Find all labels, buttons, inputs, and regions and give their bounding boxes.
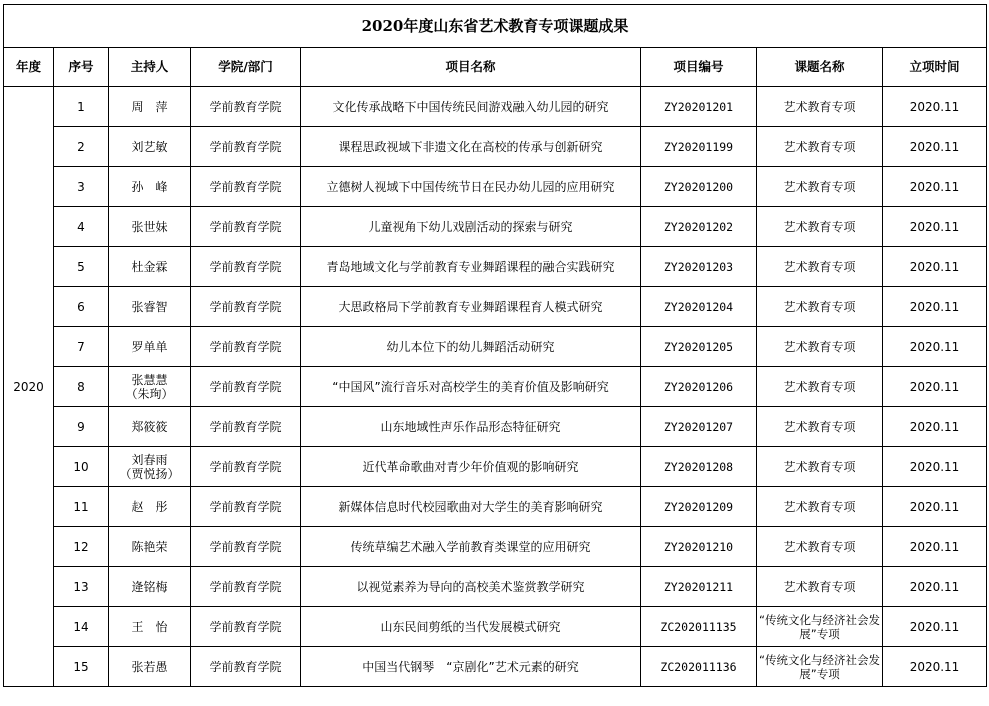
topic-name-cell: “传统文化与经济社会发展”专项 xyxy=(757,647,883,687)
department-cell: 学前教育学院 xyxy=(191,487,301,527)
topic-name-cell: 艺术教育专项 xyxy=(757,207,883,247)
table-row xyxy=(4,487,987,527)
project-name-cell: 传统草编艺术融入学前教育类课堂的应用研究 xyxy=(301,527,641,567)
table-row xyxy=(4,367,987,407)
department-cell: 学前教育学院 xyxy=(191,367,301,407)
table-row xyxy=(4,167,987,207)
topic-name-cell: 艺术教育专项 xyxy=(757,407,883,447)
row-number: 1 xyxy=(54,87,109,127)
host-cell xyxy=(109,527,191,567)
table-row xyxy=(4,527,987,567)
project-name-cell: 文化传承战略下中国传统民间游戏融入幼儿园的研究 xyxy=(301,87,641,127)
table-title: 2020年度山东省艺术教育专项课题成果 xyxy=(4,5,987,48)
approval-date-cell: 2020.11 xyxy=(883,207,987,247)
department-cell: 学前教育学院 xyxy=(191,567,301,607)
project-name-cell: 儿童视角下幼儿戏剧活动的探索与研究 xyxy=(301,207,641,247)
topic-name-cell: 艺术教育专项 xyxy=(757,87,883,127)
project-code-cell: ZY20201210 xyxy=(641,527,757,567)
header-approval-date: 立项时间 xyxy=(883,48,987,87)
project-code-cell: ZY20201204 xyxy=(641,287,757,327)
approval-date-cell: 2020.11 xyxy=(883,287,987,327)
host-name: 张慧慧 xyxy=(131,372,168,387)
department-cell: 学前教育学院 xyxy=(191,407,301,447)
topic-name-cell: 艺术教育专项 xyxy=(757,287,883,327)
host-name: 孙 峰 xyxy=(131,179,168,194)
project-name-cell: 山东地域性声乐作品形态特征研究 xyxy=(301,407,641,447)
topic-name-cell: “传统文化与经济社会发展”专项 xyxy=(757,607,883,647)
host-name: 郑筱筱 xyxy=(131,419,168,434)
project-name-cell: 大思政格局下学前教育专业舞蹈课程育人模式研究 xyxy=(301,287,641,327)
header-year: 年度 xyxy=(4,48,54,87)
host-name: 张若愚 xyxy=(131,659,168,674)
approval-date-cell: 2020.11 xyxy=(883,647,987,687)
host-name: 张世妹 xyxy=(131,219,168,234)
header-number: 序号 xyxy=(54,48,109,87)
host-cell xyxy=(109,87,191,127)
project-name-cell: 山东民间剪纸的当代发展模式研究 xyxy=(301,607,641,647)
host-name: 刘春雨 xyxy=(131,452,168,467)
department-cell: 学前教育学院 xyxy=(191,327,301,367)
host-cell xyxy=(109,407,191,447)
host-name: 赵 彤 xyxy=(131,499,168,514)
host-name: 王 怡 xyxy=(131,619,168,634)
department-cell: 学前教育学院 xyxy=(191,447,301,487)
row-number: 12 xyxy=(54,527,109,567)
host-name: 陈艳荣 xyxy=(131,539,168,554)
table-row xyxy=(4,327,987,367)
project-code-cell: ZY20201201 xyxy=(641,87,757,127)
department-cell: 学前教育学院 xyxy=(191,207,301,247)
topic-name-cell: 艺术教育专项 xyxy=(757,527,883,567)
project-code-cell: ZY20201199 xyxy=(641,127,757,167)
topic-name-cell: 艺术教育专项 xyxy=(757,567,883,607)
approval-date-cell: 2020.11 xyxy=(883,407,987,447)
host-cell xyxy=(109,127,191,167)
table-row xyxy=(4,447,987,487)
row-number: 3 xyxy=(54,167,109,207)
topic-name-cell: 艺术教育专项 xyxy=(757,487,883,527)
table-row xyxy=(4,207,987,247)
row-number: 8 xyxy=(54,367,109,407)
project-name-cell: 课程思政视域下非遗文化在高校的传承与创新研究 xyxy=(301,127,641,167)
host-name: 罗单单 xyxy=(131,339,168,354)
table-row xyxy=(4,127,987,167)
table-row xyxy=(4,407,987,447)
department-cell: 学前教育学院 xyxy=(191,127,301,167)
project-name-cell: 中国当代钢琴 “京剧化”艺术元素的研究 xyxy=(301,647,641,687)
approval-date-cell: 2020.11 xyxy=(883,167,987,207)
approval-date-cell: 2020.11 xyxy=(883,367,987,407)
table-row xyxy=(4,647,987,687)
approval-date-cell: 2020.11 xyxy=(883,327,987,367)
department-cell: 学前教育学院 xyxy=(191,247,301,287)
host-name: 杜金霖 xyxy=(131,259,168,274)
row-number: 13 xyxy=(54,567,109,607)
topic-name-cell: 艺术教育专项 xyxy=(757,247,883,287)
project-code-cell: ZY20201200 xyxy=(641,167,757,207)
results-sheet xyxy=(3,4,986,704)
approval-date-cell: 2020.11 xyxy=(883,447,987,487)
host-name: 刘艺敏 xyxy=(131,139,168,154)
host-cell xyxy=(109,607,191,647)
approval-date-cell: 2020.11 xyxy=(883,567,987,607)
host-cell xyxy=(109,487,191,527)
header-project-code: 项目编号 xyxy=(641,48,757,87)
approval-date-cell: 2020.11 xyxy=(883,487,987,527)
host-cell xyxy=(109,287,191,327)
year-cell: 2020 xyxy=(4,87,54,687)
project-name-cell: 近代革命歌曲对青少年价值观的影响研究 xyxy=(301,447,641,487)
host-cell xyxy=(109,247,191,287)
approval-date-cell: 2020.11 xyxy=(883,607,987,647)
project-code-cell: ZY20201207 xyxy=(641,407,757,447)
table-row xyxy=(4,87,987,127)
host-cell xyxy=(109,367,191,407)
host-cell xyxy=(109,327,191,367)
table-row xyxy=(4,567,987,607)
row-number: 4 xyxy=(54,207,109,247)
project-code-cell: ZC202011136 xyxy=(641,647,757,687)
topic-name-cell: 艺术教育专项 xyxy=(757,127,883,167)
results-table xyxy=(3,4,987,687)
host-cell xyxy=(109,447,191,487)
approval-date-cell: 2020.11 xyxy=(883,127,987,167)
host-alt-name: （朱珣） xyxy=(125,386,174,401)
department-cell: 学前教育学院 xyxy=(191,607,301,647)
row-number: 2 xyxy=(54,127,109,167)
project-code-cell: ZC202011135 xyxy=(641,607,757,647)
project-name-cell: 青岛地域文化与学前教育专业舞蹈课程的融合实践研究 xyxy=(301,247,641,287)
project-code-cell: ZY20201208 xyxy=(641,447,757,487)
department-cell: 学前教育学院 xyxy=(191,527,301,567)
host-cell xyxy=(109,647,191,687)
approval-date-cell: 2020.11 xyxy=(883,87,987,127)
header-topic-name: 课题名称 xyxy=(757,48,883,87)
project-name-cell: 立德树人视域下中国传统节日在民办幼儿园的应用研究 xyxy=(301,167,641,207)
header-department: 学院/部门 xyxy=(191,48,301,87)
host-name: 张睿智 xyxy=(131,299,168,314)
header-host: 主持人 xyxy=(109,48,191,87)
project-code-cell: ZY20201206 xyxy=(641,367,757,407)
table-row xyxy=(4,607,987,647)
row-number: 9 xyxy=(54,407,109,447)
host-cell xyxy=(109,207,191,247)
topic-name-cell: 艺术教育专项 xyxy=(757,447,883,487)
row-number: 15 xyxy=(54,647,109,687)
host-cell xyxy=(109,567,191,607)
host-cell xyxy=(109,167,191,207)
project-name-cell: 以视觉素养为导向的高校美术鉴赏教学研究 xyxy=(301,567,641,607)
topic-name-cell: 艺术教育专项 xyxy=(757,367,883,407)
row-number: 7 xyxy=(54,327,109,367)
department-cell: 学前教育学院 xyxy=(191,87,301,127)
project-code-cell: ZY20201211 xyxy=(641,567,757,607)
header-project-name: 项目名称 xyxy=(301,48,641,87)
project-code-cell: ZY20201205 xyxy=(641,327,757,367)
row-number: 10 xyxy=(54,447,109,487)
project-code-cell: ZY20201203 xyxy=(641,247,757,287)
host-alt-name: （贾悦扬） xyxy=(119,466,180,481)
topic-name-cell: 艺术教育专项 xyxy=(757,167,883,207)
header-row xyxy=(4,48,987,87)
row-number: 5 xyxy=(54,247,109,287)
topic-name-cell: 艺术教育专项 xyxy=(757,327,883,367)
department-cell: 学前教育学院 xyxy=(191,287,301,327)
project-name-cell: 新媒体信息时代校园歌曲对大学生的美育影响研究 xyxy=(301,487,641,527)
approval-date-cell: 2020.11 xyxy=(883,527,987,567)
project-name-cell: 幼儿本位下的幼儿舞蹈活动研究 xyxy=(301,327,641,367)
department-cell: 学前教育学院 xyxy=(191,167,301,207)
row-number: 14 xyxy=(54,607,109,647)
row-number: 11 xyxy=(54,487,109,527)
row-number: 6 xyxy=(54,287,109,327)
table-row xyxy=(4,247,987,287)
project-name-cell: “中国风”流行音乐对高校学生的美育价值及影响研究 xyxy=(301,367,641,407)
project-code-cell: ZY20201209 xyxy=(641,487,757,527)
approval-date-cell: 2020.11 xyxy=(883,247,987,287)
table-row xyxy=(4,287,987,327)
department-cell: 学前教育学院 xyxy=(191,647,301,687)
project-code-cell: ZY20201202 xyxy=(641,207,757,247)
host-name: 逄铭梅 xyxy=(131,579,168,594)
host-name: 周 萍 xyxy=(131,99,168,114)
